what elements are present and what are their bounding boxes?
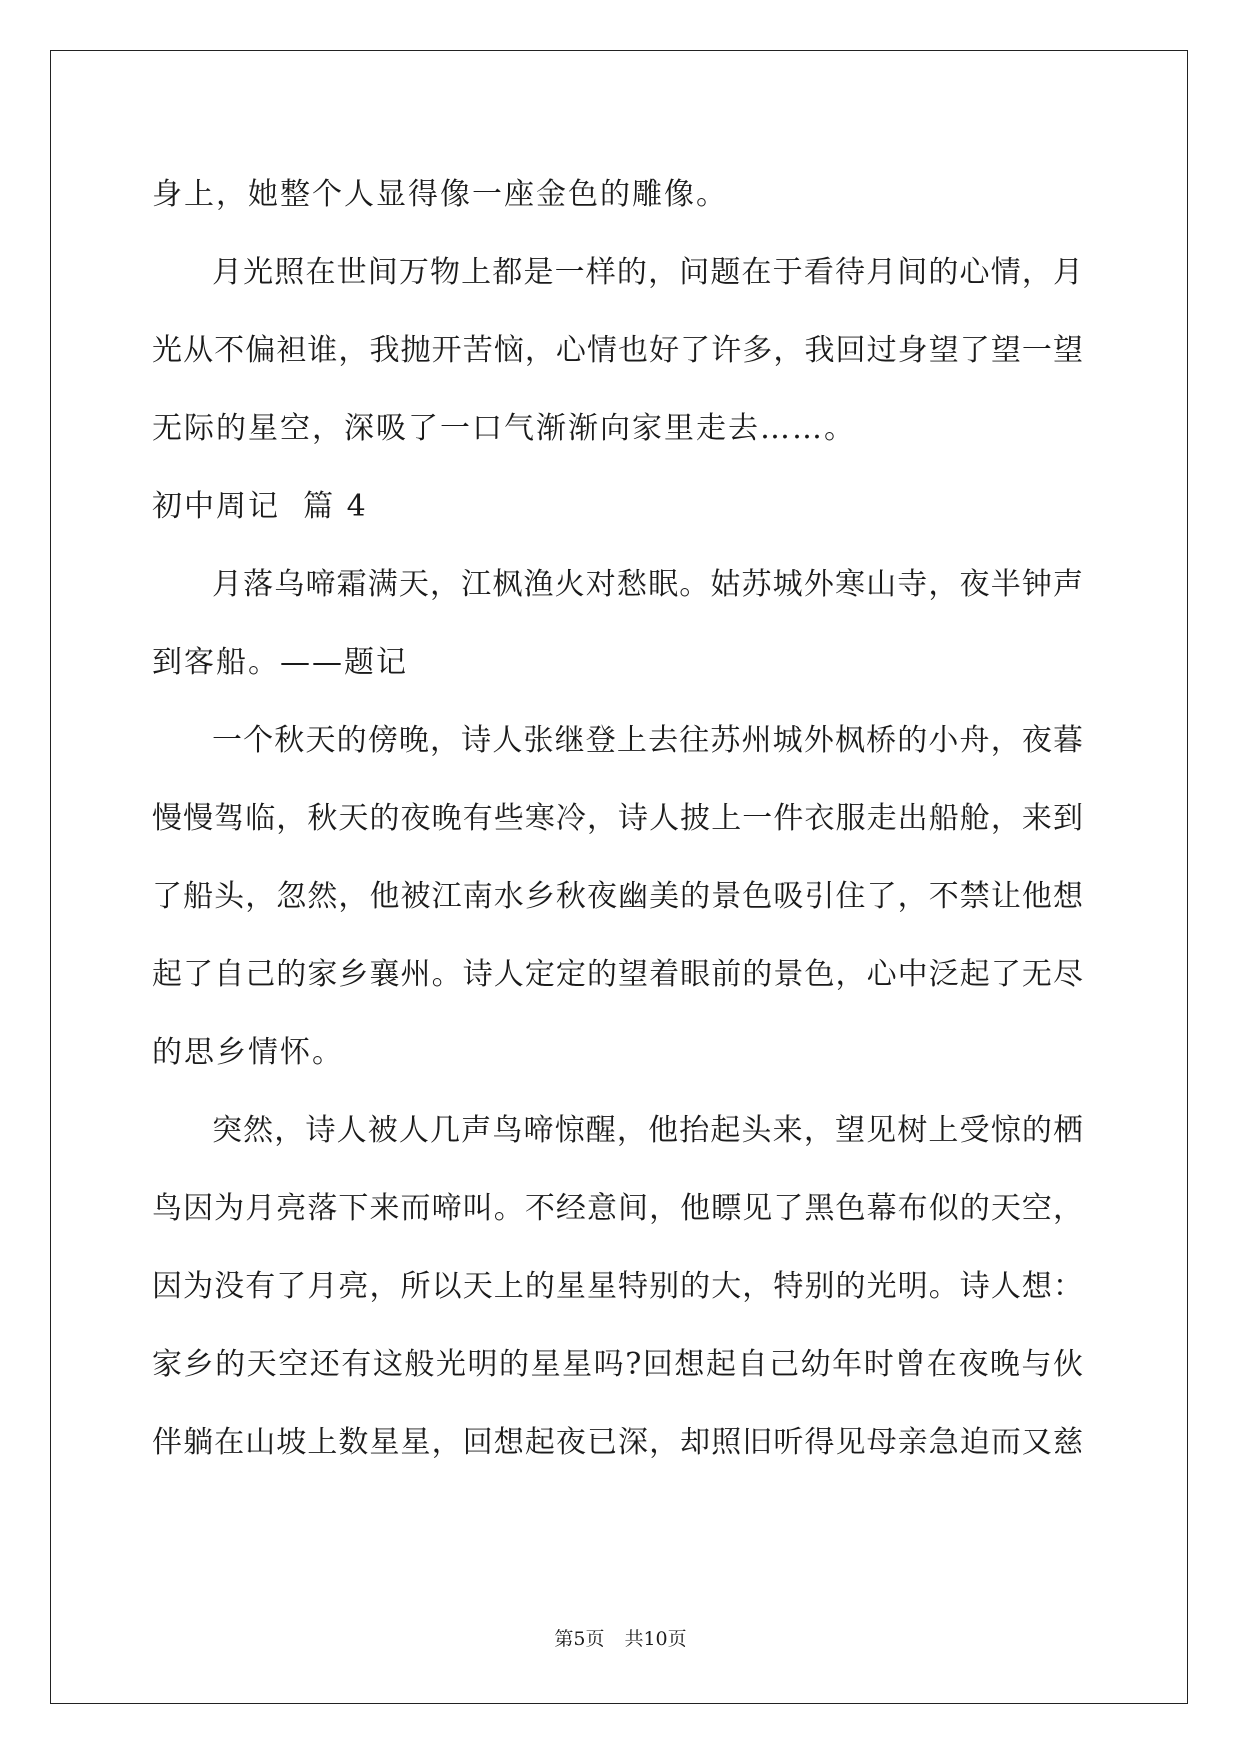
text-line: 身上，她整个人显得像一座金色的雕像。	[152, 177, 728, 212]
page-number: 第5页	[554, 1628, 605, 1650]
text-line: 因为没有了月亮，所以天上的星星特别的大，特别的光明。诗人想：	[152, 1269, 1083, 1304]
text-line: 月落乌啼霜满天，江枫渔火对愁眠。姑苏城外寒山寺，夜半钟声	[212, 567, 1083, 602]
text-line: 鸟因为月亮落下来而啼叫。不经意间，他瞟见了黑色幕布似的天空，	[152, 1191, 1083, 1226]
text-line: 到客船。——题记	[152, 645, 408, 680]
text-line: 突然，诗人被人几声鸟啼惊醒，他抬起头来，望见树上受惊的栖	[212, 1113, 1083, 1148]
page-total: 共10页	[624, 1628, 687, 1650]
text-line: 慢慢驾临，秋天的夜晚有些寒冷，诗人披上一件衣服走出船舱，来到	[152, 801, 1083, 836]
text-line: 无际的星空，深吸了一口气渐渐向家里走去……。	[152, 411, 856, 446]
text-line: 起了自己的家乡襄州。诗人定定的望着眼前的景色，心中泛起了无尽	[152, 957, 1083, 992]
text-line: 月光照在世间万物上都是一样的，问题在于看待月间的心情，月	[212, 255, 1083, 290]
text-line: 的思乡情怀。	[152, 1035, 344, 1070]
text-line: 一个秋天的傍晚，诗人张继登上去往苏州城外枫桥的小舟，夜暮	[212, 723, 1083, 758]
text-line: 了船头，忽然，他被江南水乡秋夜幽美的景色吸引住了，不禁让他想	[152, 879, 1083, 914]
section-heading: 初中周记 篇 4	[152, 489, 368, 524]
page-footer	[0, 1627, 1241, 1651]
text-line: 伴躺在山坡上数星星，回想起夜已深，却照旧听得见母亲急迫而又慈	[152, 1425, 1083, 1460]
text-line: 光从不偏袒谁，我抛开苦恼，心情也好了许多，我回过身望了望一望	[152, 333, 1083, 368]
text-line: 家乡的天空还有这般光明的星星吗?回想起自己幼年时曾在夜晚与伙	[152, 1347, 1083, 1382]
